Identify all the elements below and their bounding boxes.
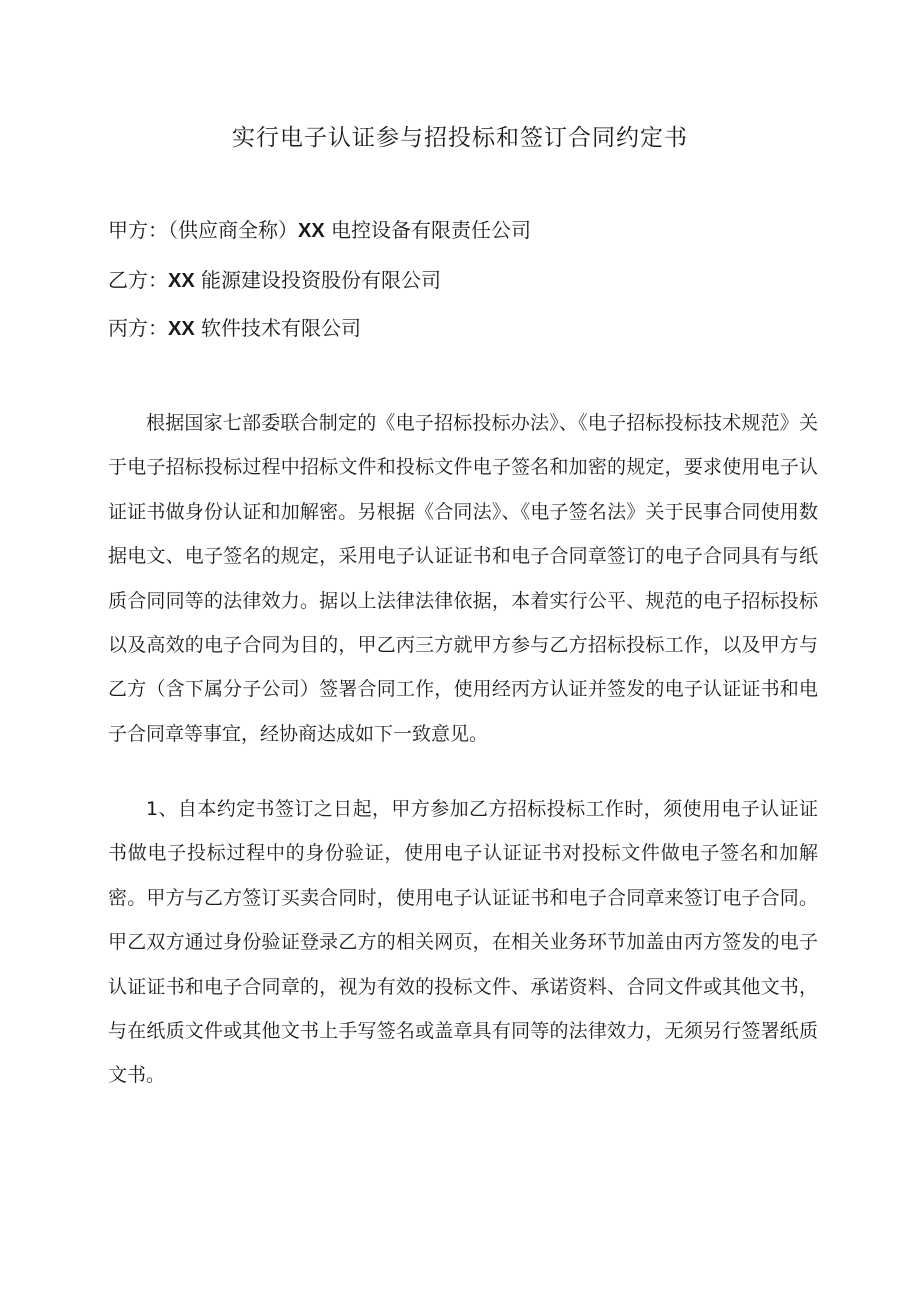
paragraph-clause-1: 1、自本约定书签订之日起，甲方参加乙方招标投标工作时，须使用电子认证证书做电子投标过程中的身份验证，使用电子认证证书对投标文件做电子签名和加解密。甲方与乙方签订买卖合同时，使用电子认证证书和电子合同章来签订电子合同。甲乙双方通过身份验证登录乙方的相关网页，在相关业务环节加盖由丙方签发的电子认证证书和电子合同章的，视为有效的投标文件、承诺资料、合同文件或其他文书，与在纸质文件或其他文书上手写签名或盖章具有同等的法律效力，无须另行签署纸质文书。	[108, 798, 818, 1087]
party-b-name: 能源建设投资股份有限公司	[201, 268, 442, 292]
party-c-xx: XX	[168, 318, 195, 340]
party-c-name: 软件技术有限公司	[201, 316, 362, 340]
party-b-xx: XX	[168, 270, 195, 292]
party-c-line	[108, 313, 361, 344]
party-a-name: 电控设备有限责任公司	[331, 218, 532, 242]
party-c-label: 丙方：	[108, 316, 168, 340]
party-a-line	[108, 215, 531, 246]
party-b-line	[108, 265, 441, 296]
party-a-label: 甲方：	[108, 218, 168, 242]
party-a-xx: XX	[298, 220, 325, 242]
document-title: 实行电子认证参与招投标和签订合同约定书	[232, 125, 688, 151]
paragraph-preamble: 根据国家七部委联合制定的《电子招标投标办法》、《电子招标投标技术规范》关于电子招标投标过程中招标文件和投标文件电子签名和加密的规定，要求使用电子认证证书做身份认证和加解密。另根据《合同法》、《电子签名法》关于民事合同使用数据电文、电子签名的规定，采用电子认证证书和电子合同章签订的电子合同具有与纸质合同同等的法律效力。据以上法律法律依据，本着实行公平、规范的电子招标投标以及高效的电子合同为目的，甲乙丙三方就甲方参与乙方招标投标工作，以及甲方与乙方（含下属分子公司）签署合同工作，使用经丙方认证并签发的电子认证证书和电子合同章等事宜，经协商达成如下一致意见。	[108, 412, 818, 745]
party-b-label: 乙方：	[108, 268, 168, 292]
party-a-prefix: （供应商全称）	[168, 218, 298, 242]
